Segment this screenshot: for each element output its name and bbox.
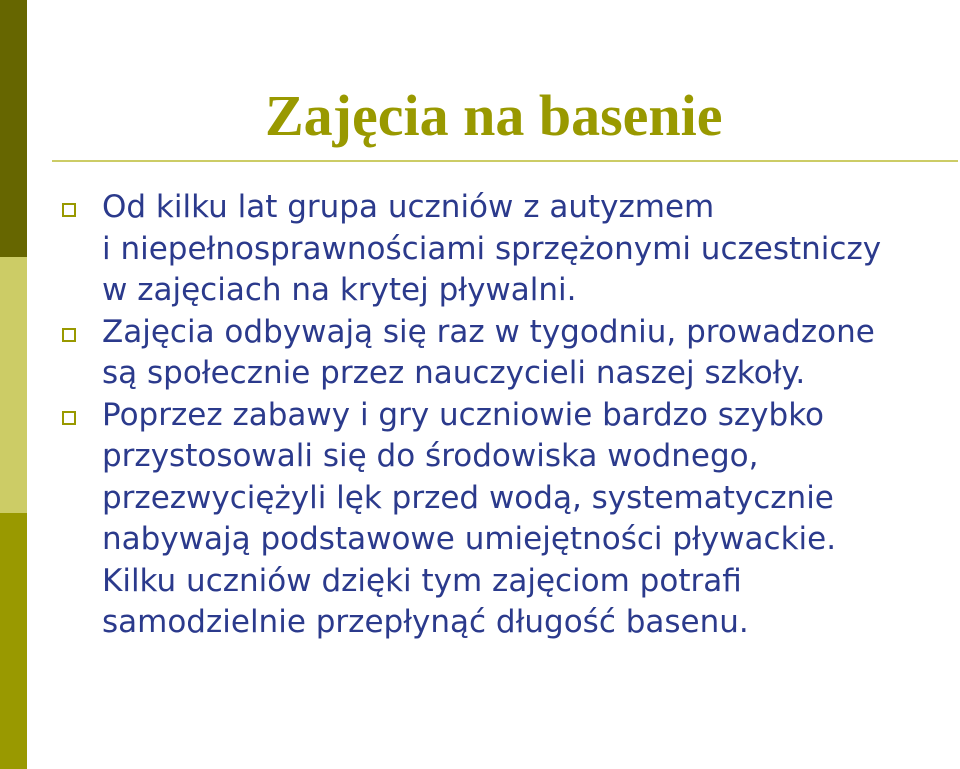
sidebar-band-bottom <box>0 513 27 769</box>
bullet-line: Od kilku lat grupa uczniów z autyzmem <box>102 189 715 225</box>
bullet-line: i niepełnosprawnościami sprzężonymi uczestniczy <box>102 230 882 267</box>
bullet-line: przezwyciężyli lęk przed wodą, systematycznie <box>102 479 834 516</box>
hollow-square-bullet-icon <box>62 411 76 425</box>
bullet-line: Zajęcia odbywają się raz w tygodniu, prowadzone <box>102 313 875 350</box>
bullet-line: samodzielnie przepłynąć długość basenu. <box>102 604 749 640</box>
slide-title: Zajęcia na basenie <box>265 83 723 148</box>
bullet-line: Poprzez zabawy i gry uczniowie bardzo szybko <box>102 396 825 433</box>
bullet-line: w zajęciach na krytej pływalni. <box>102 272 577 308</box>
sidebar-band-top <box>0 0 27 257</box>
bullet-item <box>62 395 957 644</box>
bullet-line: Kilku uczniów dzięki tym zajęciom potrafi <box>102 562 742 599</box>
bullet-line: nabywają podstawowe umiejętności pływackie. <box>102 521 837 557</box>
hollow-square-bullet-icon <box>62 203 76 217</box>
bullet-list <box>62 187 957 644</box>
bullet-line: przystosowali się do środowiska wodnego, <box>102 438 759 474</box>
bullet-item <box>62 187 957 312</box>
hollow-square-bullet-icon <box>62 328 76 342</box>
bullet-item <box>62 312 957 395</box>
sidebar-band-middle <box>0 257 27 513</box>
bullet-line: są społecznie przez nauczycieli naszej szkoły. <box>102 355 806 391</box>
title-divider <box>52 160 958 162</box>
